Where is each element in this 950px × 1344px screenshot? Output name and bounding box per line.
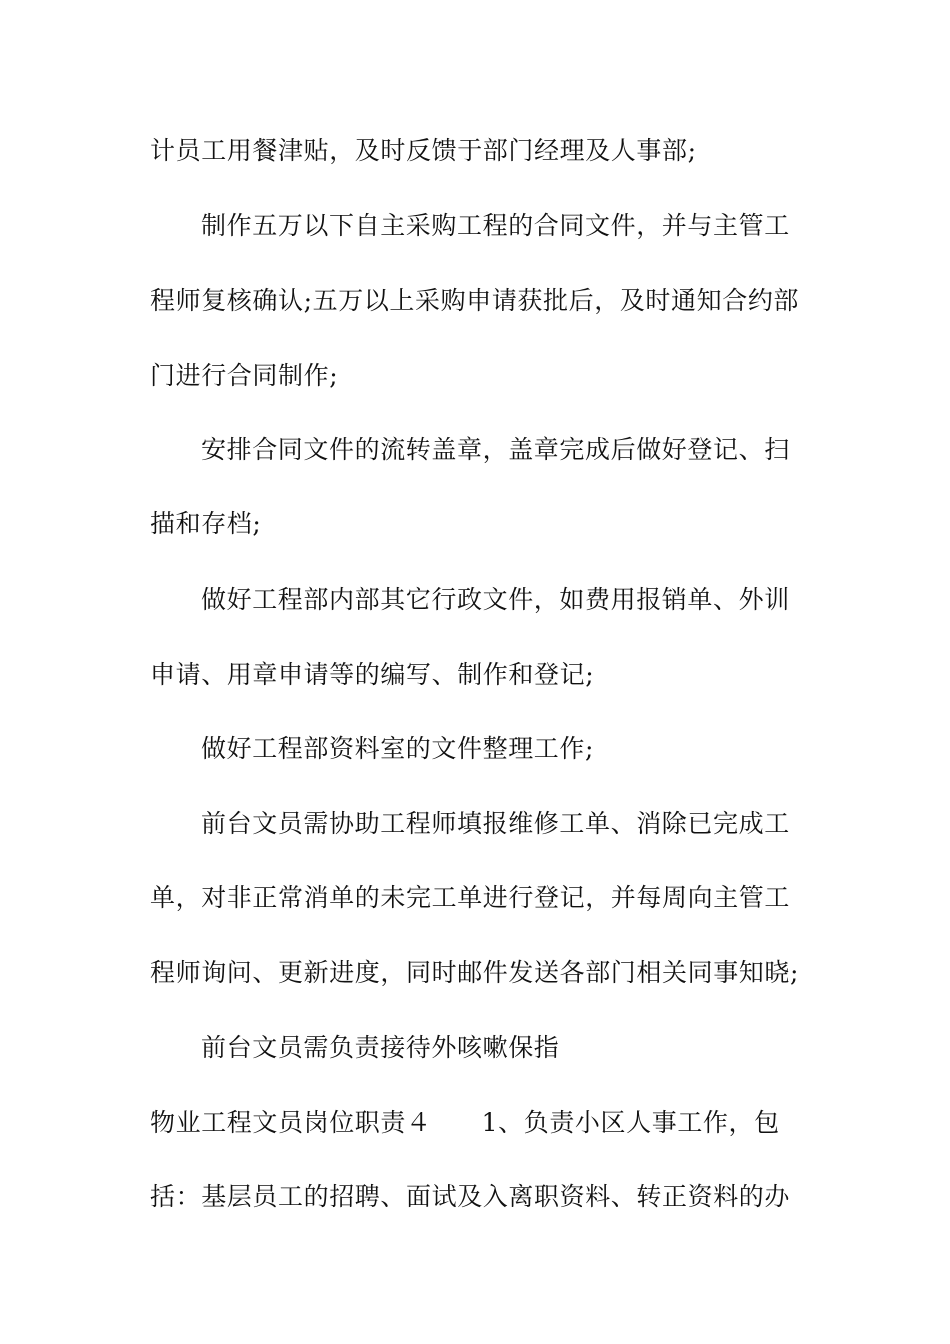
paragraph-first-line: 制作五万以下自主采购工程的合同文件，并与主管工 bbox=[201, 211, 790, 240]
paragraph-first-line: 做好工程部内部其它行政文件，如费用报销单、外训 bbox=[201, 585, 790, 614]
paragraph-first-line: 前台文员需协助工程师填报维修工单、消除已完成工 bbox=[201, 809, 790, 838]
section-line bbox=[150, 1103, 830, 1143]
text-line: 程师询问、更新进度，同时邮件发送各部门相关同事知晓; bbox=[150, 958, 800, 987]
text-line: 门进行合同制作; bbox=[150, 361, 339, 390]
paragraph-first-line: 前台文员需负责接待外咳嗽保指 bbox=[201, 1033, 560, 1062]
text-line: 单，对非正常消单的未完工单进行登记，并每周向主管工 bbox=[150, 883, 791, 912]
text-line: 描和存档; bbox=[150, 509, 262, 538]
section-title: 物业工程文员岗位职责４ bbox=[150, 1108, 432, 1137]
paragraph-first-line: 做好工程部资料室的文件整理工作; bbox=[201, 734, 595, 763]
section-item-text: 1、负责小区人事工作，包 bbox=[481, 1108, 780, 1137]
text-line: 申请、用章申请等的编写、制作和登记; bbox=[150, 660, 595, 689]
paragraph-first-line: 安排合同文件的流转盖章，盖章完成后做好登记、扫 bbox=[201, 435, 790, 464]
text-line: 计员工用餐津贴，及时反馈于部门经理及人事部; bbox=[150, 136, 697, 165]
text-line: 括：基层员工的招聘、面试及入离职资料、转正资料的办 bbox=[150, 1182, 791, 1211]
text-line: 程师复核确认;五万以上采购申请获批后，及时通知合约部 bbox=[150, 286, 800, 315]
